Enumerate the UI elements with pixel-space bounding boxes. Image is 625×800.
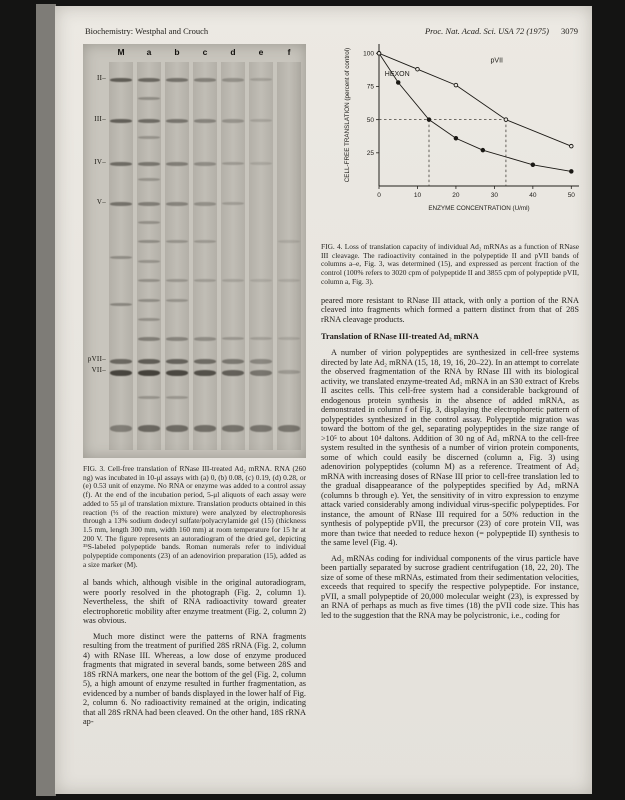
gel-band (194, 119, 216, 123)
y-tick-label: 100 (363, 50, 374, 58)
gel-band (110, 202, 132, 206)
gel-marker-label: V– (96, 197, 106, 206)
gel-band (222, 359, 244, 364)
gel-band (166, 299, 188, 302)
gel-band (222, 279, 244, 282)
gel-band (194, 337, 216, 341)
gel-band (138, 318, 160, 321)
gel-band (250, 162, 272, 165)
gel-marker-label: pVII– (87, 355, 106, 364)
fig3-gel-autoradiogram (83, 44, 306, 458)
gel-band (138, 136, 160, 139)
gel-band (250, 119, 272, 122)
gel-marker-label: II– (96, 74, 106, 83)
gel-lane-d (221, 62, 245, 450)
gel-band (166, 396, 188, 399)
gel-band (110, 162, 132, 166)
gel-band (250, 337, 272, 340)
gel-band (138, 162, 160, 166)
right-paragraph-1: peared more resistant to RNase III attack, with only a portion of the RNA cleaved into fragments which formed a pattern distinct from that of 28S rRNA cleavage products. (321, 295, 579, 324)
gel-lane-b (165, 62, 189, 450)
gel-band (138, 337, 160, 341)
gel-band (278, 279, 300, 282)
gel-band (194, 162, 216, 166)
gel-band (166, 425, 188, 432)
running-head-left: Biochemistry: Westphal and Crouch (85, 26, 209, 36)
gel-band (194, 359, 216, 364)
data-point-pVII (416, 67, 420, 71)
gel-band (222, 162, 244, 165)
data-point-HEXON (427, 118, 431, 122)
gel-lane-c (193, 62, 217, 450)
fig4-caption: FIG. 4. Loss of translation capacity of individual Ad₂ mRNAs as a function of RNase III cleavage. The radioactivity contained in the polypeptide II and pVII bands of columns a–e, Fig. 3, was determined (15), and expressed as percent fraction of the control (100% refers to 3020 cpm of polypeptide II and 3855 cpm of polypeptide pVII, column a, Fig. 3). (321, 242, 579, 286)
gel-band (194, 240, 216, 243)
gel-band (250, 370, 272, 376)
gel-band (138, 396, 160, 399)
gel-band (222, 78, 244, 82)
gel-lane-label-f: f (287, 47, 291, 57)
data-point-HEXON (570, 170, 574, 174)
gel-band (138, 260, 160, 263)
gel-band (138, 370, 160, 376)
gel-band (222, 370, 244, 376)
gel-lane-a (137, 62, 161, 450)
gel-band (138, 202, 160, 206)
series-label-pVII: pVII (490, 57, 503, 65)
gel-band (138, 97, 160, 100)
gel-marker-labels (83, 62, 108, 450)
page-number: 3079 (561, 26, 578, 36)
gel-band (166, 370, 188, 376)
gel-band (278, 337, 300, 340)
gel-band (138, 119, 160, 123)
x-tick-label: 40 (529, 192, 537, 199)
data-point-pVII (454, 83, 458, 87)
gel-lane-labels (109, 47, 301, 57)
data-point-HEXON (454, 136, 458, 140)
gel-band (166, 78, 188, 82)
gel-band (250, 425, 272, 432)
fig4-chart-svg (339, 34, 589, 236)
data-point-pVII (570, 144, 574, 148)
gel-band (222, 202, 244, 205)
gel-lane-label-e: e (258, 47, 264, 57)
gel-band (194, 370, 216, 376)
gel-band (166, 359, 188, 364)
gel-band (110, 119, 132, 123)
gel-band (222, 119, 244, 123)
gel-lane-label-c: c (202, 47, 208, 57)
x-tick-label: 50 (567, 192, 575, 199)
gel-band (138, 425, 160, 432)
gel-band (250, 78, 272, 81)
gel-band (138, 299, 160, 302)
gel-band (110, 359, 132, 364)
data-point-HEXON (396, 81, 400, 85)
gel-band (110, 370, 132, 376)
y-axis-title: CELL-FREE TRANSLATION (percent of control) (344, 47, 351, 183)
gel-band (110, 78, 132, 82)
right-paragraph-3: Ad₂ mRNAs coding for individual components of the virus particle have been partially separated by sucrose gradient centrifugation (18, 22, 20). The size of some of these mRNAs, estimated from their sedimentation velocities, exceeds that required to specify the respective polypeptide. For instance, pVII, a small polypeptide of 20,000 molecular weight (23), is expressed by an RNA of perhaps as much as five times (18) the pVII code size. This has led to the suggestion that the RNA may be polycistronic, i.e., coding for (321, 553, 579, 620)
journal-citation: Proc. Nat. Acad. Sci. USA 72 (1975) (424, 26, 549, 36)
y-tick-label: 50 (366, 116, 374, 124)
right-paragraph-2: A number of virion polypeptides are synthesized in cell-free systems directed by late Ad₂ mRNA (15, 18, 19, 16, 20–22). In an attempt to correlate the observed fragmentation of the RNA by RNase III with its biological activity, we translated enzyme-treated Ad₂ mRNA in an S30 extract of Krebs II ascites cells. This cell-free system had a considerable background of endogenous protein synthesis in the absence of added mRNA, as demonstrated in column f of Fig. 3, displaying the electrophoretic pattern of polypeptides synthesized in the control assay. Polypeptide migration was toward the bottom of the gel, separating polypeptides in the size range of >10⁵ to about 10⁴ daltons. Addition of 30 ng of Ad₂ mRNA to the cell-free system resulted in the synthesis of a number of virion protein components, some of which could easily be discerned (column a, Fig. 3) using adenovirion polypeptides (column M) as a reference. Treatment of Ad₂ mRNA with increasing doses of RNase III prior to cell-free translation led to the gradual disappearance of the polypeptides specified by Ad₂ mRNA (columns b through e). Yet, the sensitivity of in vitro expression to enzyme attack varied considerably among individual virus-specific polypeptides. For instance, the amount of RNase III required for a 50% reduction in the synthesis of polypeptide pVII, the precursor (23) of core protein VII, was more than twice that needed to reduce hexon (= polypeptide II) synthesis to the same level (Fig. 4). (321, 348, 579, 548)
gel-lane-e (249, 62, 273, 450)
gel-lane-M (109, 62, 133, 450)
gel-band (138, 178, 160, 181)
gel-band (110, 256, 132, 259)
gel-lane-label-d: d (230, 47, 236, 57)
gel-band (278, 425, 300, 432)
gel-band (222, 425, 244, 432)
gel-band (138, 221, 160, 224)
x-tick-label: 20 (452, 192, 460, 199)
gel-marker-label: IV– (94, 158, 106, 167)
gel-band (110, 425, 132, 432)
x-tick-label: 10 (413, 192, 422, 199)
gel-band (194, 425, 216, 432)
data-point-pVII (377, 51, 381, 55)
paper-page (55, 6, 592, 794)
left-paragraph-2: Much more distinct were the patterns of RNA fragments resulting from the treatment of purified 28S rRNA (Fig. 2, column 4) with RNase III. Whereas, a low dose of enzyme produced fragments that migrated in several bands, some between 28S and 18S rRNA markers, one near the bottom of the gel (Fig. 2, column 5), a high amount of enzyme resulted in further fragmentation, as evidenced by a number of bands displayed in the lower half of Fig. 2, column 6. No radioactivity remained at the origin, indicating that all 28S rRNA had been cleaved. On the other hand, 18S rRNA ap- (83, 631, 306, 727)
y-tick-label: 75 (366, 83, 374, 91)
left-paragraph-1: al bands which, although visible in the original autoradiogram, were poorly resolved in the photograph (Fig. 2, column 1). Nevertheless, the shift of RNA radioactivity toward greater electrophoretic mobility after enzyme treatment (Fig. 2, column 2) was obvious. (83, 578, 306, 626)
data-point-pVII (504, 118, 508, 122)
right-column (321, 34, 579, 620)
fig3-caption: FIG. 3. Cell-free translation of RNase III-treated Ad₂ mRNA. RNA (260 ng) was incubated in 10-μl assays with (a) 0, (b) 0.08, (c) 0.19, (d) 0.28, or (e) 0.53 unit of enzyme. No RNA or enzyme was added to a control assay (f). At the end of the incubation period, 5-μl aliquots of each assay were added to 55 μl of translation mixture. Translation products obtained in this reaction (⅓ of the reaction mixture) were analyzed by electrophoresis through a 13% sodium dodecyl sulfate/polyacrylamide gel (15) (thickness 1.5 mm, length 300 mm, width 160 mm) at room temperature for 15 hr at 200 V. The figure represents an autoradiogram of the dried gel, depicting ³⁵S-labeled polypeptide bands. Roman numerals refer to individual polypeptide components (23) of an adenovirion preparation (15), added as a size marker (M). (83, 464, 306, 569)
gel-lane-label-b: b (174, 47, 180, 57)
x-axis-title: ENZYME CONCENTRATION (U/ml) (428, 205, 530, 212)
gel-lane-label-a: a (146, 47, 152, 57)
gel-band (194, 78, 216, 82)
data-point-HEXON (531, 163, 535, 167)
gel-band (166, 337, 188, 341)
gel-band (166, 119, 188, 123)
gel-band (194, 202, 216, 206)
gel-lanes (109, 62, 301, 450)
y-tick-label: 25 (366, 150, 374, 158)
fig4-line-chart (339, 34, 589, 236)
data-point-HEXON (481, 148, 485, 152)
gel-marker-label: III– (94, 115, 106, 124)
gel-band (138, 240, 160, 243)
x-tick-label: 30 (490, 192, 499, 199)
gel-band (138, 359, 160, 364)
gel-band (278, 240, 300, 243)
gel-band (138, 279, 160, 282)
gel-band (166, 202, 188, 206)
gel-lane-f (277, 62, 301, 450)
scan-page-edge (36, 4, 56, 796)
gel-band (166, 240, 188, 243)
gel-band (278, 370, 300, 374)
gel-marker-label: VII– (91, 366, 106, 375)
left-column (83, 44, 306, 727)
gel-lane-label-M: M (117, 47, 125, 57)
gel-band (250, 279, 272, 282)
x-tick-label: 0 (377, 192, 381, 199)
gel-band (250, 359, 272, 364)
gel-band (110, 303, 132, 306)
gel-band (166, 279, 188, 282)
gel-band (138, 78, 160, 82)
gel-band (194, 279, 216, 282)
series-line-pVII (379, 53, 571, 146)
gel-band (166, 162, 188, 166)
series-label-HEXON: HEXON (384, 70, 410, 78)
section-heading: Translation of RNase III-treated Ad₂ mRNA (321, 332, 479, 342)
gel-band (222, 337, 244, 340)
